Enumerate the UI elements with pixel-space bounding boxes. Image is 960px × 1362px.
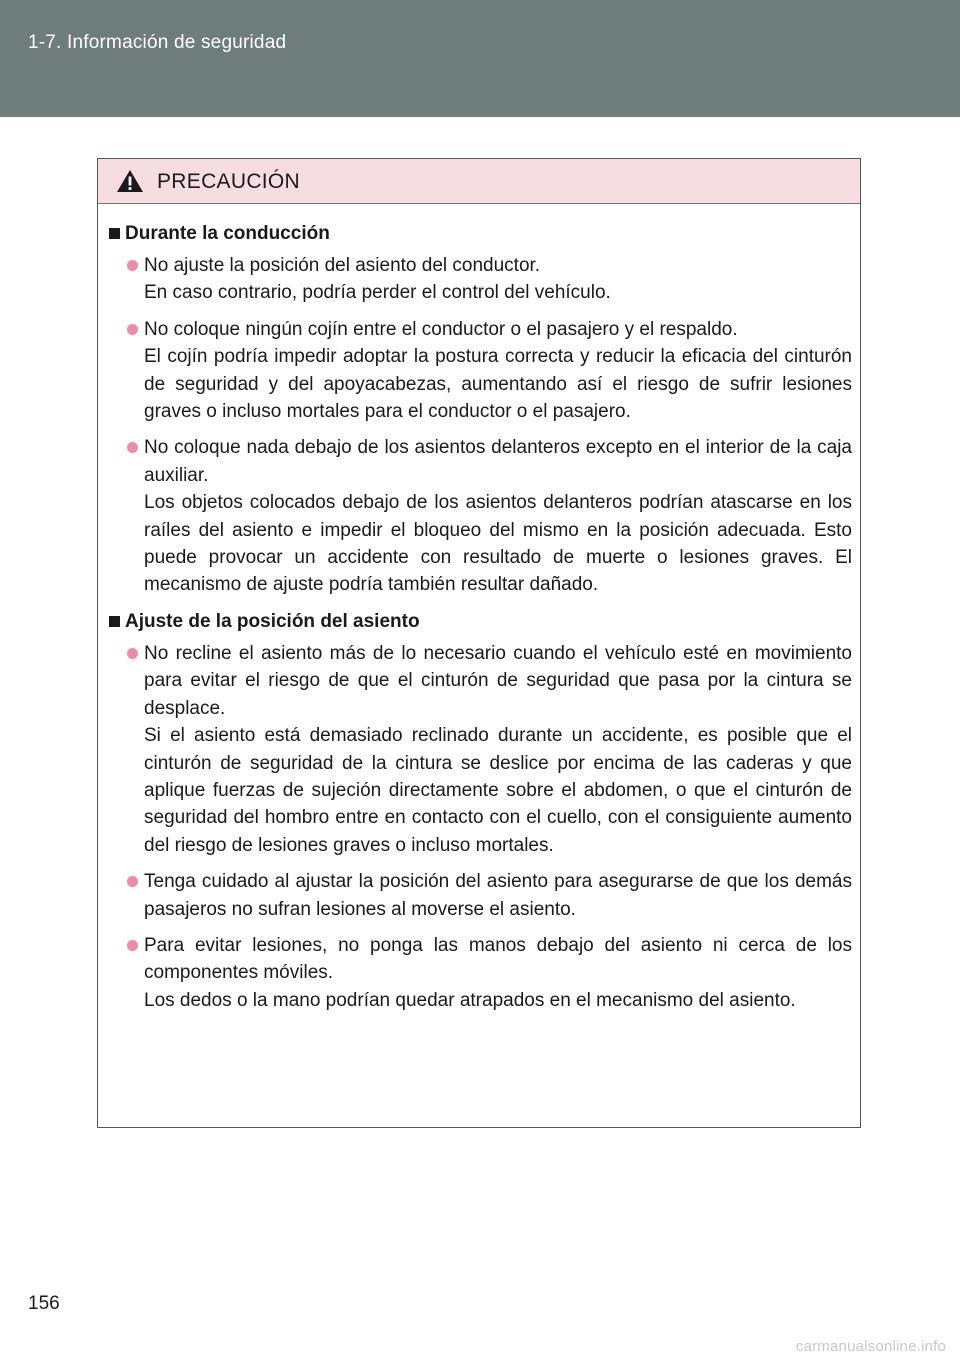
list-item bbox=[106, 868, 852, 923]
bullet-text: No coloque nada debajo de los asientos delanteros excepto en el interior de la caja auxiliar. bbox=[144, 437, 852, 486]
bullet-explanation: El cojín podría impedir adoptar la postura correcta y reducir la eficacia del cinturón de seguridad y del apoyacabezas, aumentando así el riesgo de sufrir lesiones graves o incluso mortales para el conductor o el pasajero. bbox=[144, 346, 852, 423]
section-heading-text: Ajuste de la posición del asiento bbox=[125, 610, 420, 632]
section-heading bbox=[106, 220, 852, 247]
bullet-explanation: Los dedos o la mano podrían quedar atrapados en el mecanismo del asiento. bbox=[144, 989, 796, 1011]
circle-bullet-icon bbox=[127, 648, 138, 659]
watermark[interactable]: carmanualsonline.info bbox=[795, 1338, 946, 1355]
circle-bullet-icon bbox=[127, 940, 138, 951]
section-heading-text: Durante la conducción bbox=[125, 223, 330, 244]
list-item bbox=[106, 434, 852, 598]
circle-bullet-icon bbox=[127, 260, 138, 271]
caution-body bbox=[98, 204, 860, 1014]
page-number: 156 bbox=[28, 1293, 60, 1314]
square-bullet-icon bbox=[109, 616, 120, 627]
bullet-text: Para evitar lesiones, no ponga las manos debajo del asiento ni cerca de los componentes móviles. bbox=[144, 934, 852, 984]
bullet-text: No coloque ningún cojín entre el conductor o el pasajero y el respaldo. bbox=[144, 318, 738, 340]
bullet-text: No recline el asiento más de lo necesario cuando el vehículo esté en movimiento para evitar el riesgo de que el cinturón de seguridad que pasa por la cintura se desplace. bbox=[144, 642, 852, 719]
section-heading bbox=[106, 608, 852, 635]
list-item bbox=[106, 316, 852, 426]
circle-bullet-icon bbox=[127, 442, 138, 453]
bullet-explanation: Los objetos colocados debajo de los asientos delanteros podrían atascarse en los raíles del asiento e impedir el bloqueo del mismo en la posición adecuada. Esto puede provocar un accidente con resultado de muerte o lesiones graves. El mecanismo de ajuste podría también resultar dañado. bbox=[144, 492, 852, 596]
bullet-explanation: En caso contrario, podría perder el control del vehículo. bbox=[144, 282, 611, 304]
list-item bbox=[106, 640, 852, 859]
caution-box bbox=[97, 158, 861, 1128]
caution-title: PRECAUCIÓN bbox=[157, 170, 301, 193]
list-item bbox=[106, 932, 852, 1014]
section-title: 1-7. Información de seguridad bbox=[28, 32, 287, 53]
circle-bullet-icon bbox=[127, 324, 138, 335]
list-item bbox=[106, 252, 852, 307]
circle-bullet-icon bbox=[127, 876, 138, 887]
bullet-explanation: Si el asiento está demasiado reclinado durante un accidente, es posible que el cinturón de seguridad de la cintura se deslice por encima de las caderas y que aplique fuerzas de sujeción directamente sobre el abdomen, o que el cinturón de seguridad del hombro entre en contacto con el cuello, con el consiguiente aumento del riesgo de lesiones graves o incluso mortales. bbox=[144, 725, 852, 856]
square-bullet-icon bbox=[109, 228, 120, 239]
bullet-text: Tenga cuidado al ajustar la posición del asiento para asegurarse de que los demás pasajeros no sufran lesiones al moverse el asiento. bbox=[144, 871, 852, 920]
bullet-text: No ajuste la posición del asiento del conductor. bbox=[144, 255, 541, 276]
caution-header bbox=[98, 159, 860, 204]
warning-triangle-icon bbox=[116, 169, 144, 193]
page-header bbox=[0, 0, 960, 117]
